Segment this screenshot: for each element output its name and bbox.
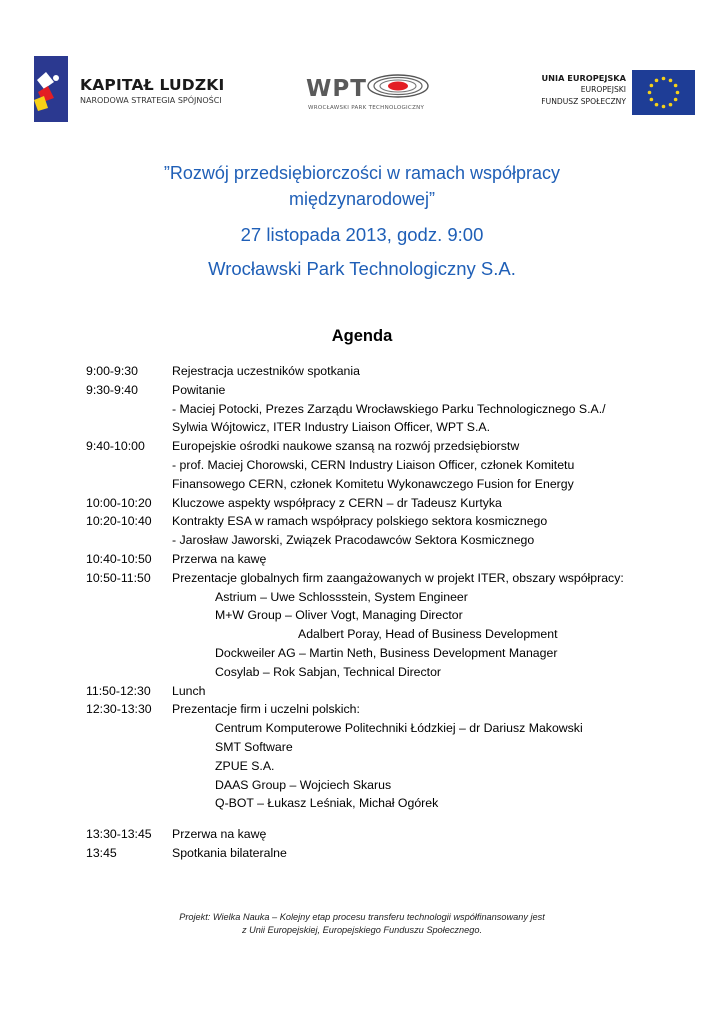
- agenda-time: 13:30-13:45: [86, 827, 152, 842]
- eu-line-3: FUNDUSZ SPOŁECZNY: [541, 97, 626, 106]
- eu-star-icon: [669, 79, 673, 83]
- footer-line-2: z Unii Europejskiej, Europejskiego Funduszu Społecznego.: [241, 925, 483, 935]
- agenda-description: Prezentacje firm i uczelni polskich:: [172, 702, 360, 717]
- agenda-description: Q-BOT – Łukasz Leśniak, Michał Ogórek: [215, 796, 439, 811]
- agenda-row: [86, 776, 686, 795]
- event-date: 27 listopada 2013, godz. 9:00: [240, 224, 484, 245]
- eu-line-2: EUROPEJSKI: [580, 85, 626, 94]
- agenda-time: 10:50-11:50: [86, 570, 151, 585]
- agenda-description: - prof. Maciej Chorowski, CERN Industry Liaison Officer, członek Komitetu: [172, 457, 575, 472]
- agenda-row: [86, 550, 686, 569]
- agenda-row: [86, 531, 686, 550]
- agenda-description: Sylwia Wójtowicz, ITER Industry Liaison Officer, WPT S.A.: [172, 420, 490, 435]
- agenda-description: M+W Group – Oliver Vogt, Managing Director: [215, 608, 463, 623]
- agenda-time: 10:40-10:50: [86, 551, 152, 566]
- eu-line-1: UNIA EUROPEJSKA: [541, 73, 626, 83]
- agenda-row: [86, 400, 686, 419]
- agenda-row: [86, 588, 686, 607]
- wpt-title: WPT: [306, 76, 367, 102]
- agenda-row: [86, 663, 686, 682]
- wpt-swirl-icon: [362, 68, 432, 108]
- agenda-description: Spotkania bilateralne: [172, 845, 287, 860]
- agenda-row: [86, 494, 686, 513]
- agenda-row: [86, 437, 686, 456]
- agenda-list: [86, 362, 686, 863]
- agenda-row: [86, 418, 686, 437]
- agenda-description: DAAS Group – Wojciech Skarus: [215, 777, 392, 792]
- agenda-row: [86, 700, 686, 719]
- event-title-line-2: międzynarodowej”: [288, 189, 436, 209]
- eu-star-icon: [655, 79, 659, 83]
- agenda-description: Centrum Komputerowe Politechniki Łódzkiej – dr Dariusz Makowski: [215, 721, 583, 736]
- agenda-description: Astrium – Uwe Schlossstein, System Engineer: [215, 589, 468, 604]
- agenda-description: SMT Software: [215, 739, 293, 754]
- agenda-heading: Agenda: [331, 327, 393, 345]
- event-title: [0, 160, 724, 212]
- wpt-logo: [306, 68, 436, 118]
- footer-note: [0, 911, 724, 937]
- agenda-description: Lunch: [172, 683, 206, 698]
- kapital-ludzki-title: KAPITAŁ LUDZKI: [80, 76, 225, 94]
- agenda-time: 10:20-10:40: [86, 514, 152, 529]
- agenda-row: [86, 606, 686, 625]
- agenda-row: [86, 719, 686, 738]
- agenda-time: 9:30-9:40: [86, 382, 138, 397]
- agenda-description: Prezentacje globalnych firm zaangażowanych w projekt ITER, obszary współpracy:: [172, 570, 624, 585]
- eu-logo: [520, 70, 695, 120]
- agenda-row: [86, 362, 686, 381]
- agenda-row: [86, 682, 686, 701]
- kapital-ludzki-emblem-icon: [34, 56, 68, 122]
- agenda-row: [86, 794, 686, 813]
- agenda-time: 12:30-13:30: [86, 702, 152, 717]
- agenda-time: 10:00-10:20: [86, 495, 152, 510]
- agenda-row: [86, 844, 686, 863]
- eu-star-icon: [674, 98, 678, 102]
- agenda-row: [86, 738, 686, 757]
- eu-star-icon: [669, 103, 673, 107]
- agenda-description: Przerwa na kawę: [172, 827, 267, 842]
- agenda-description: Dockweiler AG – Martin Neth, Business Development Manager: [215, 645, 558, 660]
- agenda-time: 13:45: [86, 845, 117, 860]
- eu-star-icon: [662, 77, 666, 81]
- event-place: Wrocławski Park Technologiczny S.A.: [208, 258, 516, 279]
- agenda-time: 9:00-9:30: [86, 364, 138, 378]
- event-title-line-1: ”Rozwój przedsiębiorczości w ramach współpracy: [163, 163, 561, 183]
- agenda-description: Europejskie ośrodki naukowe szansą na rozwój przedsiębiorstw: [172, 439, 520, 454]
- wpt-subtitle: WROCŁAWSKI PARK TECHNOLOGICZNY: [308, 105, 425, 111]
- agenda-description: Powitanie: [172, 382, 226, 397]
- agenda-description: Kontrakty ESA w ramach współpracy polskiego sektora kosmicznego: [172, 514, 548, 529]
- kapital-ludzki-subtitle: NARODOWA STRATEGIA SPÓJNOŚCI: [80, 96, 222, 105]
- agenda-row: [86, 475, 686, 494]
- agenda-row: [86, 456, 686, 475]
- agenda-description: Adalbert Poray, Head of Business Development: [298, 627, 558, 642]
- eu-star-icon: [674, 84, 678, 88]
- agenda-description: - Maciej Potocki, Prezes Zarządu Wrocławskiego Parku Technologicznego S.A./: [172, 401, 606, 416]
- agenda-spacer: [86, 813, 686, 825]
- agenda-time: 11:50-12:30: [86, 683, 151, 698]
- eu-logo-text: [541, 72, 626, 108]
- agenda-time: 9:40-10:00: [86, 439, 145, 454]
- agenda-row: [86, 625, 686, 644]
- eu-star-icon: [650, 84, 654, 88]
- agenda-row: [86, 757, 686, 776]
- agenda-description: Rejestracja uczestników spotkania: [172, 364, 360, 378]
- agenda-row: [86, 381, 686, 400]
- eu-star-icon: [648, 91, 652, 95]
- agenda-description: Cosylab – Rok Sabjan, Technical Director: [215, 664, 442, 679]
- agenda-description: Finansowego CERN, członek Komitetu Wykonawczego Fusion for Energy: [172, 476, 574, 491]
- kapital-ludzki-logo: [34, 56, 234, 122]
- eu-star-icon: [650, 98, 654, 102]
- eu-star-icon: [655, 103, 659, 107]
- eu-star-icon: [676, 91, 680, 95]
- eu-star-icon: [662, 105, 666, 109]
- agenda-description: Przerwa na kawę: [172, 551, 267, 566]
- agenda-row: [86, 569, 686, 588]
- agenda-row: [86, 512, 686, 531]
- agenda-description: Kluczowe aspekty współpracy z CERN – dr Tadeusz Kurtyka: [172, 495, 502, 510]
- logo-header: [0, 56, 724, 126]
- footer-line-1: Projekt: Wielka Nauka – Kolejny etap procesu transferu technologii współfinansowany jest: [179, 912, 545, 922]
- agenda-description: - Jarosław Jaworski, Związek Pracodawców Sektora Kosmicznego: [172, 533, 535, 548]
- agenda-row: [86, 825, 686, 844]
- eu-flag-icon: [632, 70, 695, 115]
- agenda-description: ZPUE S.A.: [215, 758, 275, 773]
- agenda-row: [86, 644, 686, 663]
